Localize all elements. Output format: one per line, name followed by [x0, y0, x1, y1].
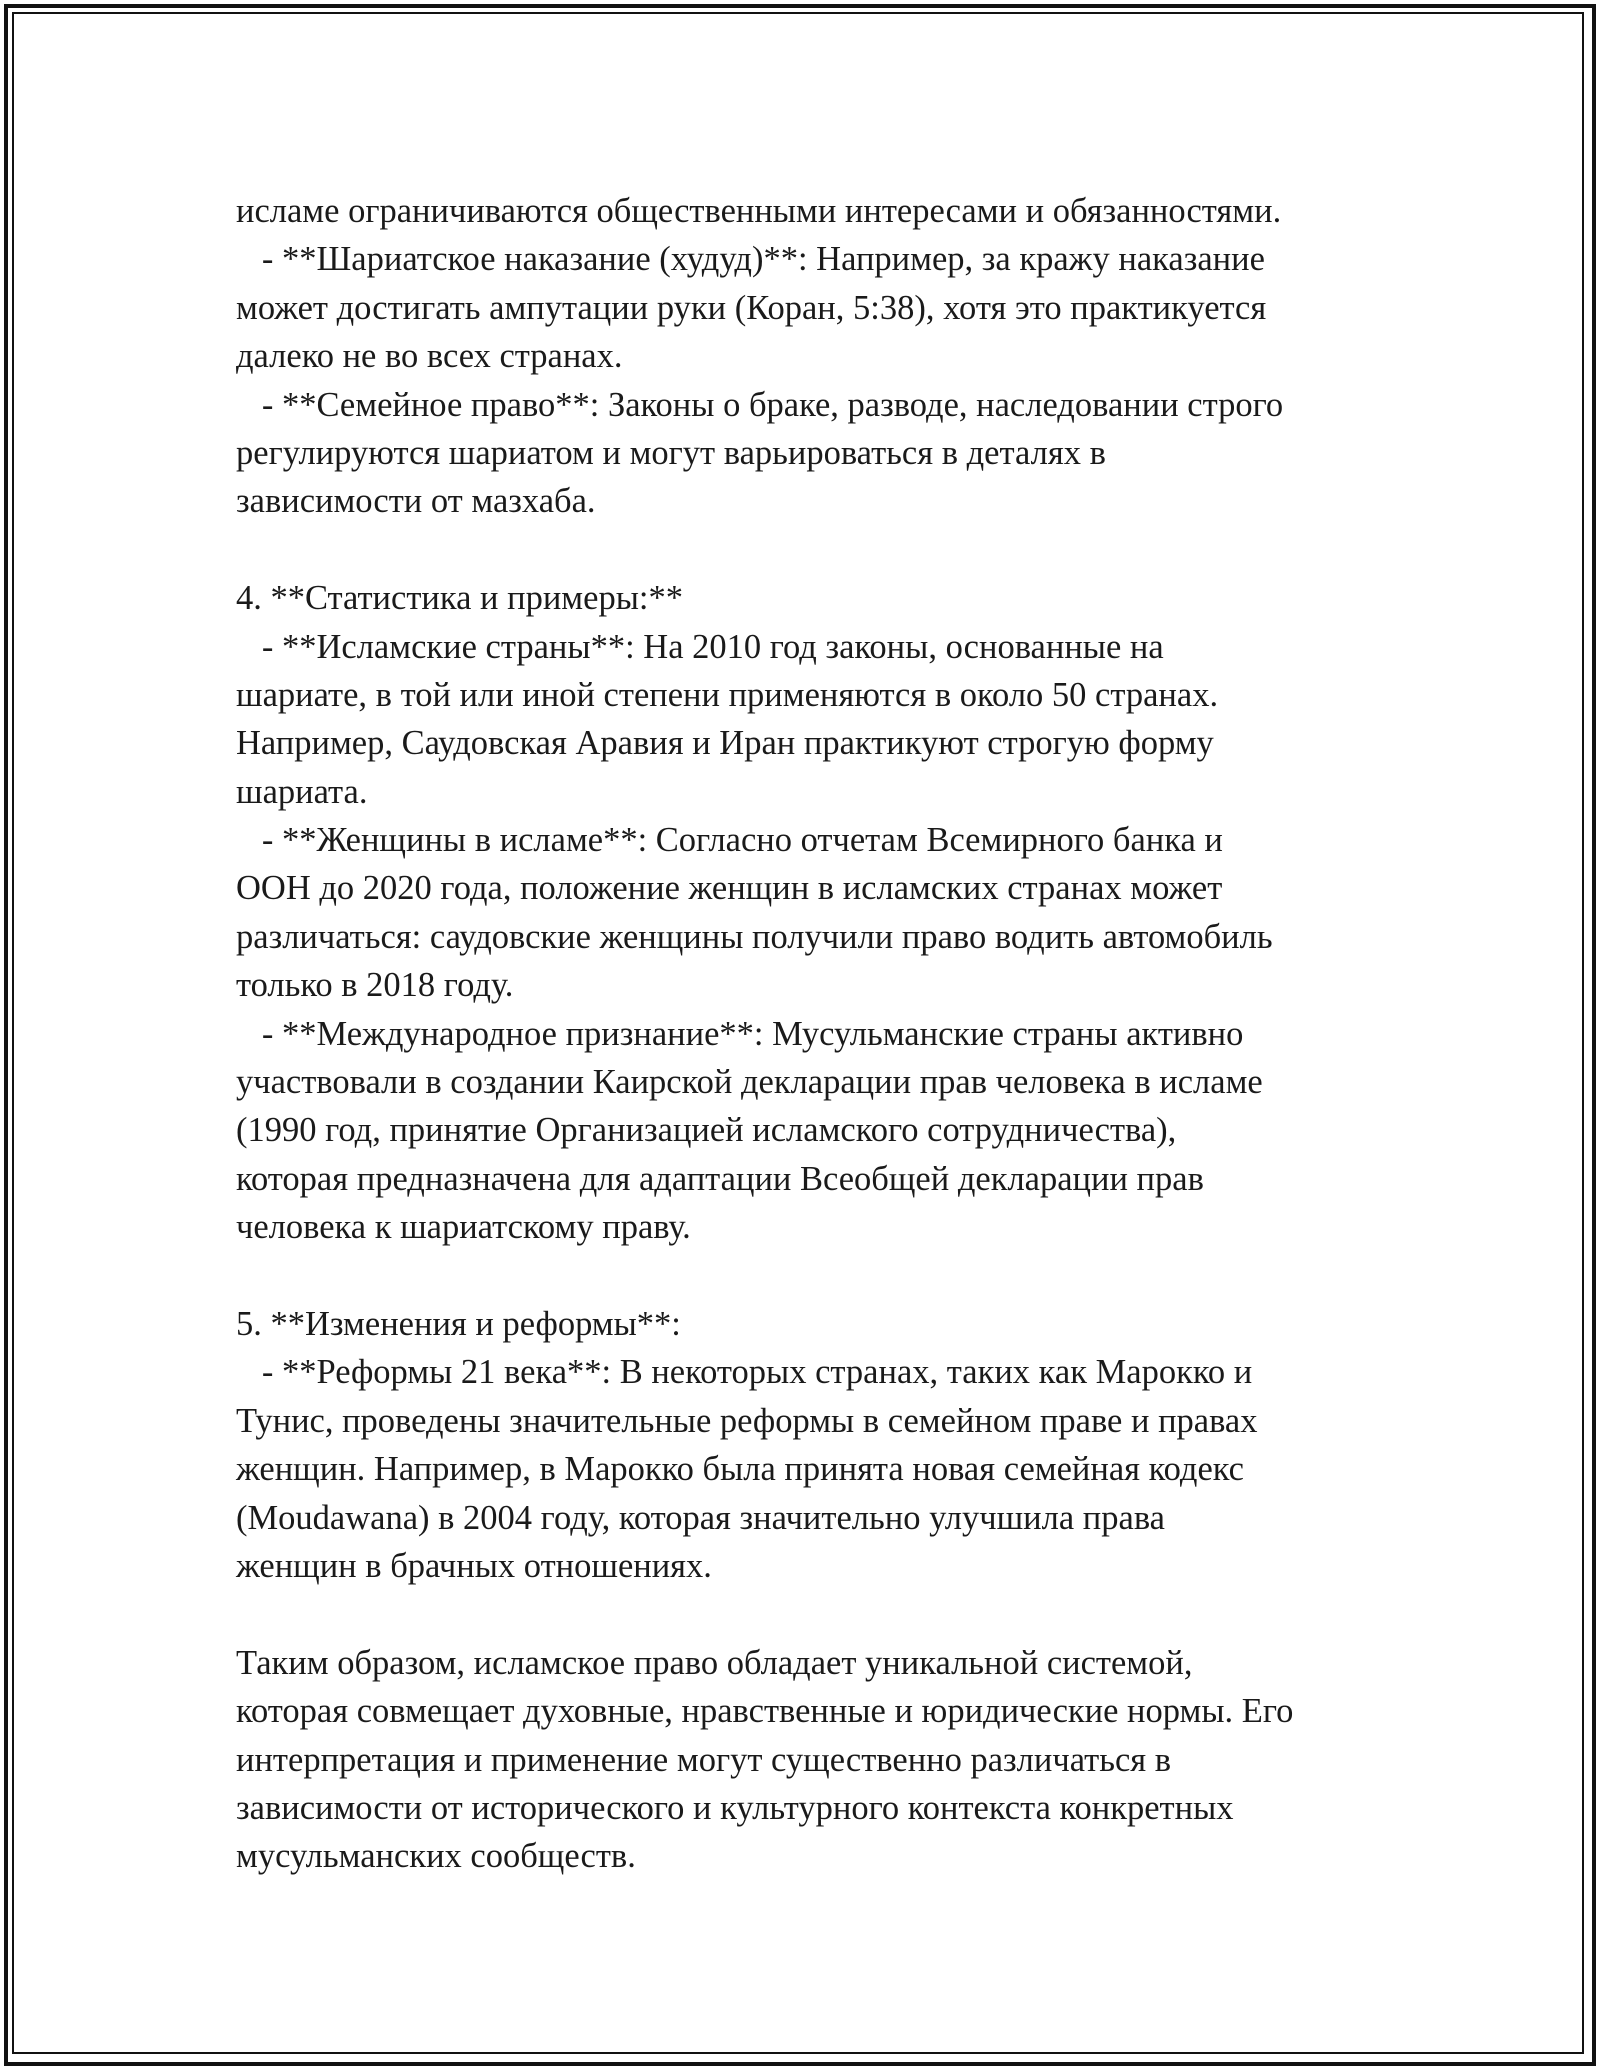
- document-body: [236, 187, 1396, 1881]
- blank-line: [236, 1590, 1396, 1638]
- text-line: женщин. Например, в Марокко была принята новая семейная кодекс: [236, 1450, 1244, 1489]
- text-line: регулируются шариатом и могут варьироваться в деталях в: [236, 433, 1106, 472]
- text-line: Тунис, проведены значительные реформы в семейном праве и правах: [236, 1401, 1258, 1440]
- text-line: которая предназначена для адаптации Всеобщей декларации прав: [236, 1159, 1204, 1198]
- text-line: (1990 год, принятие Организацией исламского сотрудничества),: [236, 1111, 1177, 1150]
- conclusion-line: Таким образом, исламское право обладает уникальной системой,: [236, 1643, 1193, 1682]
- conclusion-line: которая совмещает духовные, нравственные и юридические нормы. Его: [236, 1692, 1294, 1731]
- text-line: исламе ограничиваются общественными интересами и обязанностями.: [236, 192, 1282, 230]
- conclusion-line: мусульманских сообществ.: [236, 1837, 636, 1876]
- section-heading: 5. **Изменения и реформы**:: [236, 1304, 681, 1343]
- text-line: - **Женщины в исламе**: Согласно отчетам Всемирного банка и: [236, 821, 1223, 860]
- text-line: - **Международное признание**: Мусульманские страны активно: [236, 1014, 1244, 1053]
- text-line: шариате, в той или иной степени применяются в около 50 странах.: [236, 675, 1219, 714]
- text-line: зависимости от мазхаба.: [236, 482, 596, 521]
- text-line: - **Исламские страны**: На 2010 год законы, основанные на: [236, 627, 1164, 666]
- text-line: далеко не во всех странах.: [236, 337, 623, 376]
- blank-line: [236, 1252, 1396, 1300]
- text-line: человека к шариатскому праву.: [236, 1208, 691, 1247]
- conclusion-line: интерпретация и применение могут существенно различаться в: [236, 1740, 1172, 1779]
- text-line: различаться: саудовские женщины получили право водить автомобиль: [236, 917, 1273, 956]
- section-heading: 4. **Статистика и примеры:**: [236, 579, 683, 618]
- text-line: Например, Саудовская Аравия и Иран практикуют строгую форму: [236, 724, 1214, 763]
- text-line: - **Шариатское наказание (худуд)**: Например, за кражу наказание: [236, 240, 1265, 279]
- text-line: - **Семейное право**: Законы о браке, разводе, наследовании строго: [236, 385, 1284, 424]
- conclusion-line: зависимости от исторического и культурного контекста конкретных: [236, 1788, 1234, 1827]
- text-line: шариата.: [236, 772, 368, 811]
- blank-line: [236, 526, 1396, 574]
- text-line: только в 2018 году.: [236, 966, 514, 1005]
- text-line: участвовали в создании Каирской декларации прав человека в исламе: [236, 1063, 1263, 1102]
- text-line: ООН до 2020 года, положение женщин в исламских странах может: [236, 869, 1223, 908]
- text-line: (Moudawana) в 2004 году, которая значительно улучшила права: [236, 1498, 1165, 1537]
- text-line: - **Реформы 21 века**: В некоторых странах, таких как Марокко и: [236, 1353, 1253, 1392]
- text-line: может достигать ампутации руки (Коран, 5:38), хотя это практикуется: [236, 288, 1267, 327]
- text-line: женщин в брачных отношениях.: [236, 1546, 712, 1585]
